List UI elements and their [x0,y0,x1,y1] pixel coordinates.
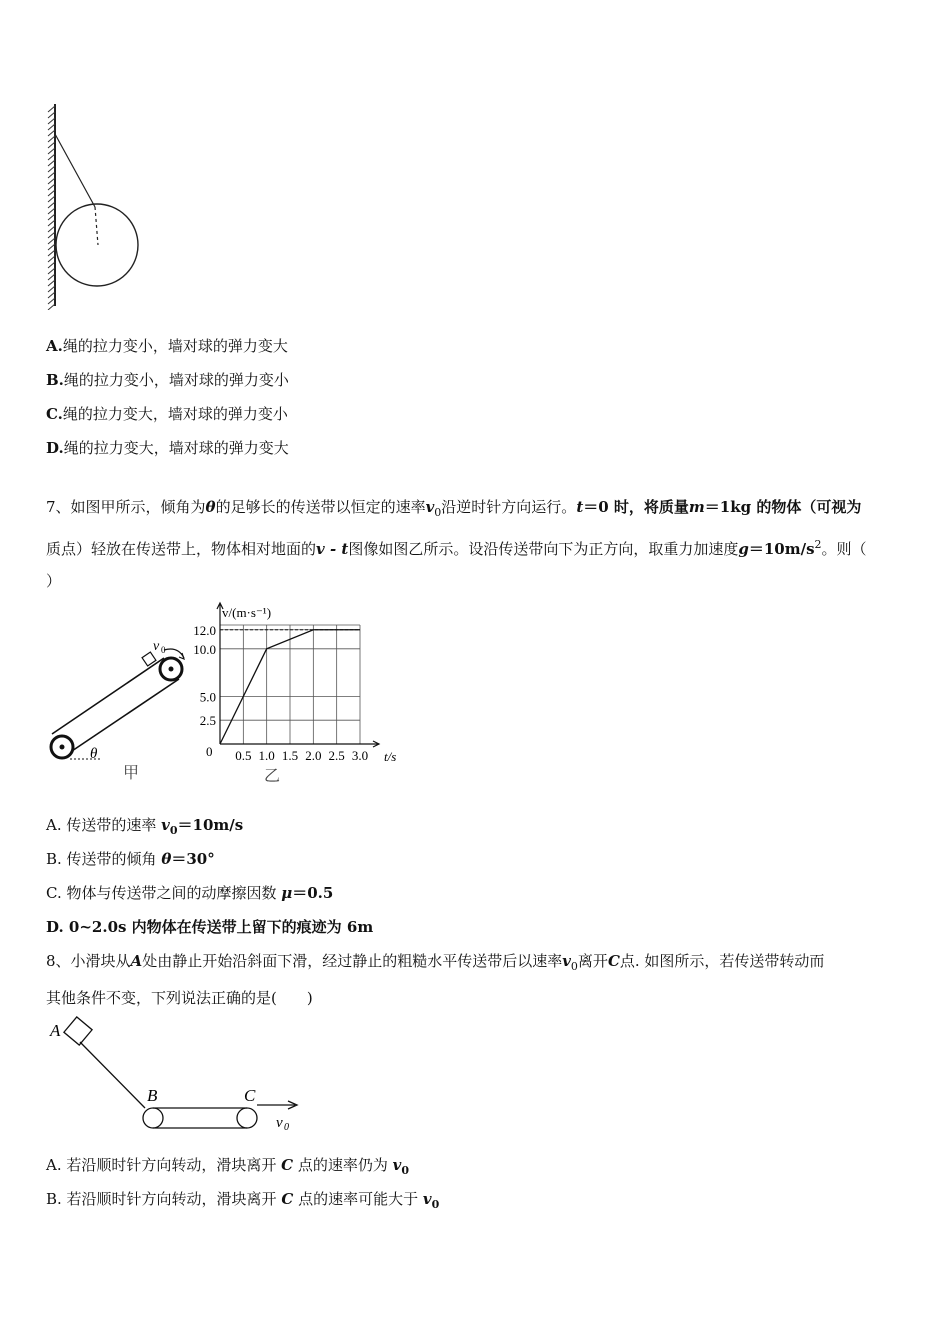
wall-hatch-mark [48,118,55,124]
belt-right-roller [237,1108,257,1128]
block [142,652,156,666]
q6-option-c: C.绳的拉力变大，墙对球的弹力变小 [46,405,288,423]
q7-option-b: B. 传送带的倾角 θ＝30° [46,850,215,868]
wall-hatch-mark [48,256,55,262]
v0-label: v [153,639,160,654]
rope [55,134,95,207]
wall-hatch-mark [48,214,55,220]
wall-hatch-mark [48,244,55,250]
chart-x-tick-label: 1.0 [258,748,275,763]
wall-hatch-mark [48,106,55,112]
wall-hatch-mark [48,280,55,286]
q6-option-b: B.绳的拉力变小，墙对球的弹力变小 [46,371,289,389]
q6-option-a: A.绳的拉力变小，墙对球的弹力变大 [46,337,288,355]
theta-label: θ [90,746,98,762]
wall-hatch-mark [48,220,55,226]
q8-option-a: A. 若沿顺时针方向转动，滑块离开 C 点的速率仍为 $v_0$ [46,1156,410,1177]
point-a-label: A [50,1021,61,1040]
ball [56,204,138,286]
q6-option-d: D.绳的拉力变大，墙对球的弹力变大 [46,439,289,457]
slide-belt-figure [40,1015,310,1140]
q7-stem-line2: 质点）轻放在传送带上，物体相对地面的v - t图像如图乙所示。设沿传送带向下为正方向，取重力加速度$g=10m/s^2$。则（ [46,538,867,558]
belt-left-roller [143,1108,163,1128]
q8-stem-line2: 其他条件不变，下列说法正确的是( ) [46,989,313,1007]
wall-hatch-mark [48,178,55,184]
chart-x-tick-label: 2.5 [328,748,345,763]
v0-subscript: 0 [161,645,166,655]
slider-block [64,1017,92,1045]
wall-hatch-mark [48,292,55,298]
chart-y-tick-label: 5.0 [199,689,216,705]
wall-hatch-mark [48,148,55,154]
wall-hatch-mark [48,262,55,268]
q7-option-d: D. 0~2.0s 内物体在传送带上留下的痕迹为 6m [46,918,374,936]
wall-ball-figure [40,100,150,310]
wall-hatch-mark [48,160,55,166]
wall-hatch-mark [48,172,55,178]
wall-hatch-mark [48,274,55,280]
wall-hatch-mark [48,166,55,172]
chart-x-tick-label: 3.0 [351,748,369,763]
wall-hatch-mark [48,196,55,202]
chart-y-tick-label: 10.0 [193,641,216,657]
wall-hatch-mark [48,250,55,256]
q7-option-a: A. 传送带的速率 $v_0=10m/s$ [46,816,244,837]
point-b-label: B [147,1086,158,1105]
wall-hatch-mark [48,304,55,310]
figure-yi-label: 乙 [264,768,281,785]
q7-stem-line3: ） [46,572,62,590]
conveyor-incline-figure [40,628,200,788]
rope-dashed-extension [95,207,98,245]
wall-hatch-mark [48,184,55,190]
chart-origin-label: 0 [206,744,213,759]
wall-hatch-mark [48,190,55,196]
wall-hatch-mark [48,238,55,244]
wall-hatch-mark [48,208,55,214]
q8-option-b: B. 若沿顺时针方向转动，滑块离开 C 点的速率可能大于 $v_0$ [46,1190,440,1211]
q7-option-c: C. 物体与传送带之间的动摩擦因数 μ＝0.5 [46,884,334,902]
wall-hatch-mark [48,142,55,148]
wall-hatch-mark [48,112,55,118]
wall-hatch-mark [48,226,55,232]
chart-x-tick-label: 2.0 [305,748,322,763]
q7-stem-line1: 7、如图甲所示，倾角为θ的足够长的传送带以恒定的速率$v_0$沿逆时针方向运行。t＝0 时，将质量m＝1kg 的物体（可视为 [46,498,862,519]
v0-label-q8: v [276,1115,283,1131]
chart-y-tick-label: 12.0 [193,622,216,638]
chart-y-axis-label: v/(m·s⁻¹) [222,605,272,620]
v0-subscript-q8: 0 [284,1122,289,1133]
wall-hatch-mark [48,154,55,160]
vt-chart [180,598,410,790]
wall-hatch-mark [48,124,55,130]
wall-hatch-mark [48,286,55,292]
point-c-label: C [244,1086,256,1105]
wall-hatch-mark [48,298,55,304]
chart-x-tick-label: 0.5 [235,748,252,763]
wall-hatch-mark [48,202,55,208]
wall-hatch-mark [48,232,55,238]
chart-x-axis-label: t/s [384,749,397,764]
chart-x-tick-label: 1.5 [281,748,299,763]
figure-jia-label: 甲 [123,765,140,782]
wall-hatch-mark [48,268,55,274]
chart-y-tick-label: 2.5 [199,713,216,729]
wall-hatch-mark [48,130,55,136]
wall-hatch-mark [48,136,55,142]
q8-stem-line1: 8、小滑块从A处由静止开始沿斜面下滑，经过静止的粗糙水平传送带后以速率$v_0$离开C点. 如图所示，若传送带转动而 [46,952,825,973]
